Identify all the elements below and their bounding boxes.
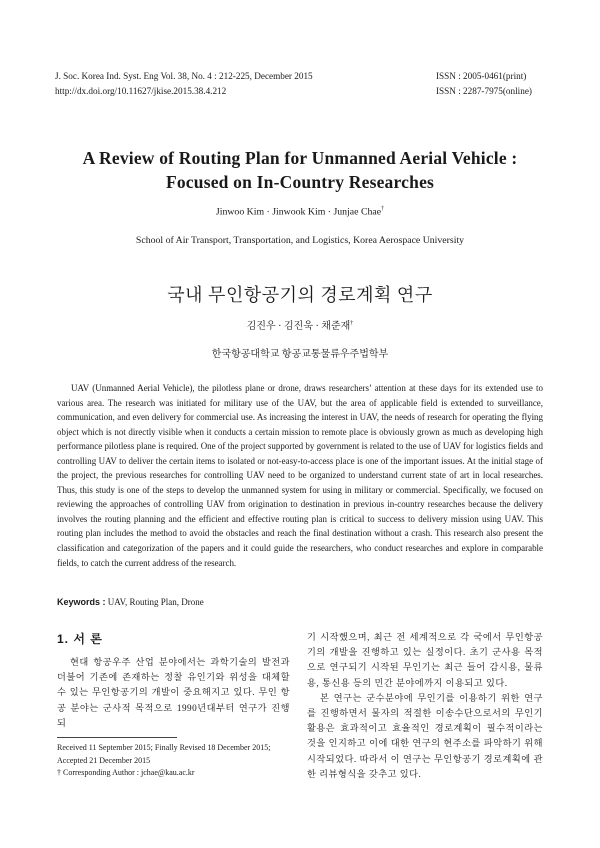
section-heading-introduction: 1. 서 론 (57, 632, 103, 646)
footnote-corresponding: † Corresponding Author : jchae@kau.ac.kr (57, 768, 195, 777)
paper-title-korean: 국내 무인항공기의 경로계획 연구 (167, 285, 433, 305)
corresponding-mark: † (381, 206, 385, 212)
authors-english-names: Jinwoo Kim · Jinwook Kim · Junjae Chae (215, 206, 382, 218)
authors-english (40, 206, 560, 217)
footnote-accepted: Accepted 21 December 2015 (57, 755, 151, 765)
doi-link[interactable]: http://dx.doi.org/10.11627/jkise.2015.38.4.212 (55, 86, 227, 96)
affiliation-korean: 한국항공대학교 항공교통물류우주법학부 (211, 349, 389, 360)
authors-korean-names: 김진우 · 김진욱 · 채준재 (246, 321, 351, 332)
issn-block (436, 69, 532, 99)
title-line-2: Focused on In-Country Researches (165, 172, 435, 192)
journal-citation: J. Soc. Korea Ind. Syst. Eng Vol. 38, No. 4 : 212-225, December 2015 (55, 71, 313, 81)
keywords-value: UAV, Routing Plan, Drone (107, 597, 204, 607)
footnotes (57, 742, 297, 780)
paper-title-english (40, 146, 560, 194)
issn-online: ISSN : 2287-7975(online) (436, 86, 532, 96)
title-line-1: A Review of Routing Plan for Unmanned Aerial Vehicle : (82, 148, 518, 168)
issn-print: ISSN : 2005-0461(print) (436, 71, 527, 81)
intro-right-column (307, 630, 543, 782)
keywords-label: Keywords : (57, 597, 106, 607)
intro-left-paragraph: 현대 항공우주 산업 분야에서는 과학기술의 발전과 더불어 기존에 존재하는 정찰 유인기와 위성을 대체할 수 있는 무인항공기의 개발이 중요해지고 있다. 무인 항공 분야는 군사적 목적으로 1990년대부터 연구가 진행되 (57, 657, 290, 728)
intro-right-paragraph-1: 기 시작했으며, 최근 전 세계적으로 각 국에서 무인항공기의 개발을 진행하고 있는 실정이다. 초기 군사용 목적으로 연구되기 시작된 무인기는 최근 들어 감시용, 물류용, 통신용 등의 민간 분야에까지 이용되고 있다. (307, 632, 543, 688)
abstract: UAV (Unmanned Aerial Vehicle), the pilotless plane or drone, draws researchers’ attention at these days for its extended use to various area. The research was initiated for military use of the UAV, but the area of applicable field is extended to surveillance, communication, and even delivery for commercial use. As increasing the interest in UAV, the needs of research for operating the flying object which is not directly visible when it conducts a certain mission to remote place is obviously grown as much as developing high performance pilotless plane is required. One of the project supported by government is related to the use of UAV for logistics fields and controlling UAV to deliver the certain items to isolated or not-easy-to-access place is one of the important issues. At the initial stage of the project, the previous researches for controlling UAV need to be organized to understand current state of art in local researches. Thus, this study is one of the steps to develop the unmanned system for using in military or commercial. Specifically, we focused on reviewing the approaches of controlling UAV from origination to destination in previous in-country researches because the delivery involves the routing planning and the efficient and effective routing plan is critical to success to delivery mission using UAV. This routing plan includes the method to avoid the obstacles and reach the final destination without a crash. This research also present the classification and categorization of the papers and it could guide the researchers, who conduct researches and explore in comparable fields, to catch the current address of the research. (57, 383, 543, 568)
footnote-divider (57, 737, 177, 738)
journal-header (55, 69, 313, 99)
intro-right-paragraph-2: 본 연구는 군수분야에 무인기를 이용하기 위한 연구를 진행하면서 물자의 적절한 이송수단으로서의 무인기 활용은 효과적이고 효율적인 경로계획이 필수적이라는 것을 인지하고 이에 대한 연구의 현주소를 파악하기 위해 시작되었다. 따라서 이 연구는 무인항공기 경로계획에 관한 리뷰형식을 갖추고 있다. (307, 692, 543, 779)
authors-korean (40, 317, 560, 332)
footnote-received: Received 11 September 2015; Finally Revised 18 December 2015; (57, 743, 271, 752)
affiliation-english: School of Air Transport, Transportation, and Logistics, Korea Aerospace University (135, 235, 465, 246)
corresponding-mark-korean: † (350, 320, 354, 327)
keywords (57, 597, 204, 607)
